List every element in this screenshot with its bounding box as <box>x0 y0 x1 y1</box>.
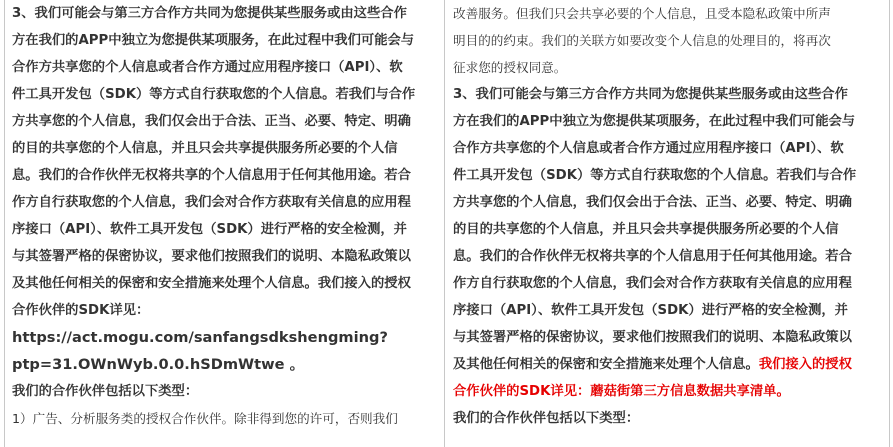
left-line: 及其他任何相关的保密和安全措施来处理个人信息。我们接入的授权 <box>12 276 411 291</box>
right-line-black-part: 及其他任何相关的保密和安全措施来处理个人信息。 <box>453 357 759 372</box>
left-line: 3、我们可能会与第三方合作方共同为您提供某些服务或由这些合作 <box>12 6 407 21</box>
right-partner-types-heading: 我们的合作伙伴包括以下类型： <box>453 411 640 426</box>
left-item-1: 1）广告、分析服务类的授权合作伙伴。除非得到您的许可，否则我们 <box>12 411 398 426</box>
right-line: 作方自行获取您的个人信息，我们会对合作方获取有关信息的应用程 <box>453 276 852 291</box>
left-line: 息。我们的合作伙伴无权将共享的个人信息用于任何其他用途。若合 <box>12 168 411 183</box>
right-line: 3、我们可能会与第三方合作方共同为您提供某些服务或由这些合作 <box>453 87 848 102</box>
left-line: 作方自行获取您的个人信息，我们会对合作方获取有关信息的应用程 <box>12 195 411 210</box>
sdk-url[interactable]: ptp=31.OWnWyb.0.0.hSDmWtwe <box>12 356 285 373</box>
right-intro-line: 改善服务。但我们只会共享必要的个人信息，且受本隐私政策中所声 <box>453 6 831 21</box>
right-line: 件工具开发包（SDK）等方式自行获取您的个人信息。若我们与合作 <box>453 168 857 183</box>
left-line: 件工具开发包（SDK）等方式自行获取您的个人信息。若我们与合作 <box>12 87 416 102</box>
sdk-url-line-1[interactable]: https://act.mogu.com/sanfangsdkshengming? <box>12 329 388 346</box>
right-line: 方共享您的个人信息，我们仅会出于合法、正当、必要、特定、明确 <box>453 195 852 210</box>
column-divider <box>444 0 445 447</box>
right-line: 序接口（API）、软件工具开发包（SDK）进行严格的安全检测，并 <box>453 303 848 318</box>
right-column <box>453 0 885 432</box>
sdk-url-line-2 <box>12 351 440 378</box>
left-line: 的目的共享您的个人信息，并且只会共享提供服务所必要的个人信 <box>12 141 398 156</box>
right-line: 的目的共享您的个人信息，并且只会共享提供服务所必要的个人信 <box>453 222 839 237</box>
right-mixed-line <box>453 351 885 378</box>
left-line: 合作方共享您的个人信息或者合作方通过应用程序接口（API）、软 <box>12 60 403 75</box>
right-intro-line: 征求您的授权同意。 <box>453 60 567 75</box>
right-line: 方在我们的APP中独立为您提供某项服务，在此过程中我们可能会与 <box>453 114 856 129</box>
sdk-url-suffix: 。 <box>289 356 305 373</box>
right-line: 合作方共享您的个人信息或者合作方通过应用程序接口（API）、软 <box>453 141 844 156</box>
left-column <box>12 0 440 432</box>
left-line: 序接口（API）、软件工具开发包（SDK）进行严格的安全检测，并 <box>12 222 407 237</box>
right-intro-line: 明目的的约束。我们的关联方如要改变个人信息的处理目的，将再次 <box>453 33 831 48</box>
right-line: 息。我们的合作伙伴无权将共享的个人信息用于任何其他用途。若合 <box>453 249 852 264</box>
sdk-list-link[interactable]: 合作伙伴的SDK详见：蘑菇街第三方信息数据共享清单。 <box>453 384 790 399</box>
left-line: 与其签署严格的保密协议，要求他们按照我们的说明、本隐私政策以 <box>12 249 411 264</box>
left-partner-types-heading: 我们的合作伙伴包括以下类型： <box>12 384 199 399</box>
left-line: 方共享您的个人信息，我们仅会出于合法、正当、必要、特定、明确 <box>12 114 411 129</box>
right-line-red-part: 我们接入的授权 <box>758 357 852 372</box>
left-line: 合作伙伴的SDK详见： <box>12 303 150 318</box>
left-line: 方在我们的APP中独立为您提供某项服务，在此过程中我们可能会与 <box>12 33 415 48</box>
right-line: 与其签署严格的保密协议，要求他们按照我们的说明、本隐私政策以 <box>453 330 852 345</box>
